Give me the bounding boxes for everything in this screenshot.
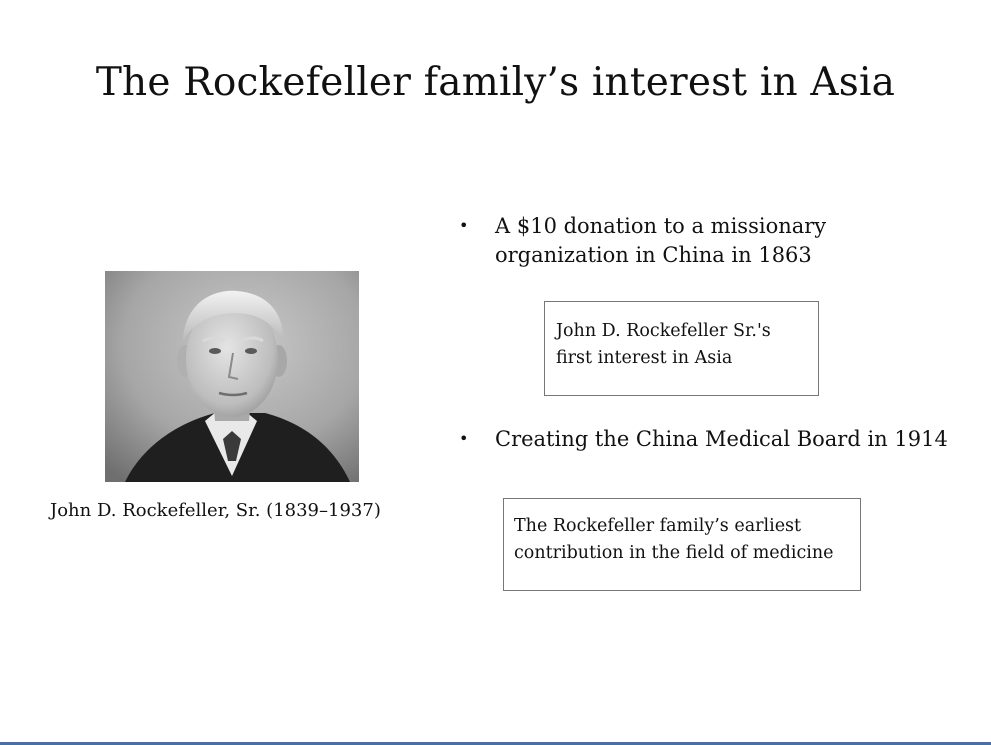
bullet-marker: •: [459, 429, 469, 448]
portrait-photo: [105, 271, 359, 482]
slide-title: The Rockefeller family’s interest in Asia: [95, 60, 896, 105]
portrait-caption: John D. Rockefeller, Sr. (1839–1937): [50, 500, 381, 521]
note-box: The Rockefeller family’s earliest contribution in the field of medicine: [503, 498, 861, 591]
note-box: John D. Rockefeller Sr.'s first interest in Asia: [544, 301, 819, 396]
bullet-text: Creating the China Medical Board in 1914: [495, 427, 948, 451]
bullet-item: [459, 425, 965, 454]
bullet-marker: •: [459, 216, 469, 235]
portrait-illustration: [105, 271, 359, 482]
bullet-item: [459, 212, 855, 271]
bullet-text: A $10 donation to a missionary organization in China in 1863: [495, 214, 827, 268]
